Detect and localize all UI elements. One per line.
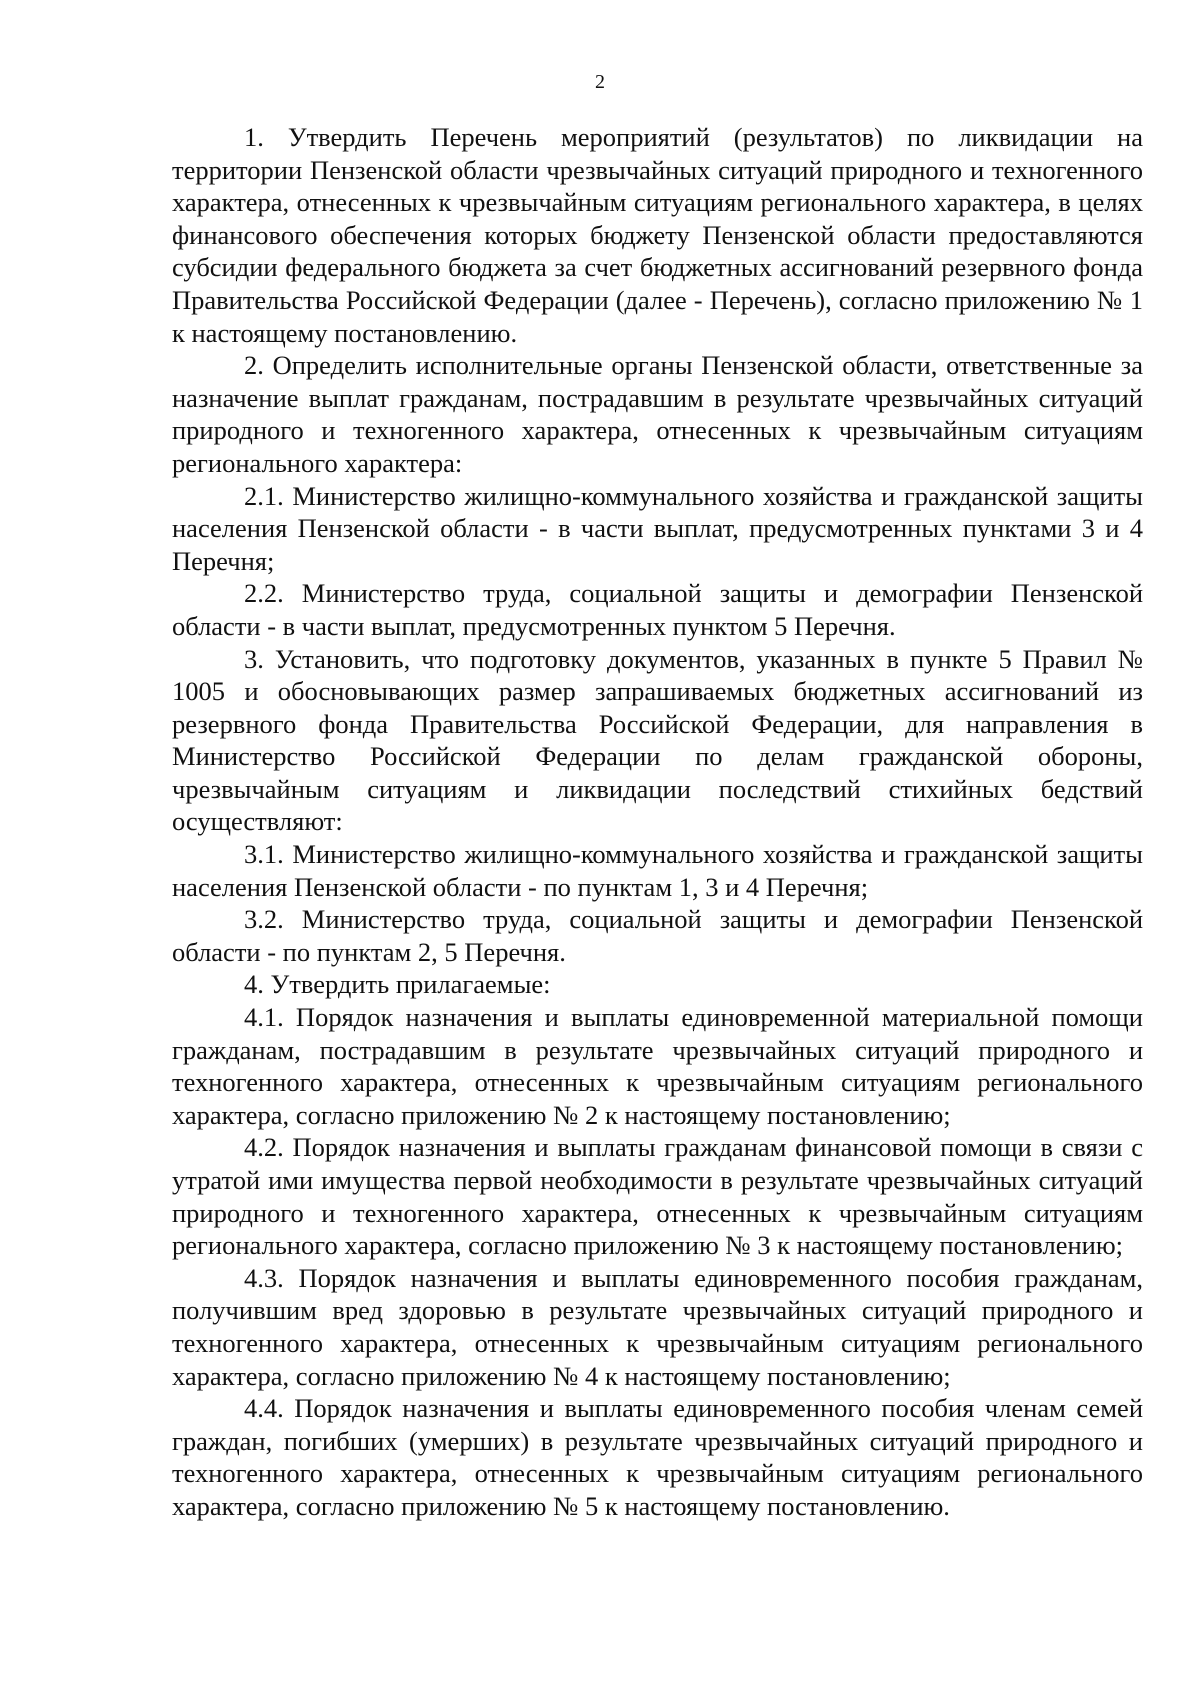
page-number: 2 (595, 71, 605, 93)
paragraph-3: 3. Установить, что подготовку документов, указанных в пункте 5 Правил № 1005 и обосновывающих размер запрашиваемых бюджетных ассигнований из резервного фонда Правительства Российской Федерации, для направления в Министерство Российской Федерации по делам гражданской обороны, чрезвычайным ситуациям и ликвидации последствий стихийных бедствий осуществляют: (172, 643, 1143, 837)
paragraph-3-2: 3.2. Министерство труда, социальной защиты и демографии Пензенской области - по пунктам 2, 5 Перечня. (172, 904, 1143, 967)
paragraph-2-1: 2.1. Министерство жилищно-коммунального хозяйства и гражданской защиты населения Пензенской области - в части выплат, предусмотренных пунктами 3 и 4 Перечня; (172, 480, 1143, 576)
paragraph-2-2: 2.2. Министерство труда, социальной защиты и демографии Пензенской области - в части выплат, предусмотренных пунктом 5 Перечня. (172, 578, 1143, 641)
paragraph-4-2: 4.2. Порядок назначения и выплаты гражданам финансовой помощи в связи с утратой ими имущества первой необходимости в результате чрезвычайных ситуаций природного и техногенного характера, отнесенных к чрезвычайным ситуациям регионального характера, согласно приложению № 3 к настоящему постановлению; (172, 1132, 1143, 1261)
paragraph-4-1: 4.1. Порядок назначения и выплаты единовременной материальной помощи гражданам, пострадавшим в результате чрезвычайных ситуаций природного и техногенного характера, отнесенных к чрезвычайным ситуациям регионального характера, согласно приложению № 2 к настоящему постановлению; (172, 1002, 1143, 1130)
paragraph-4-4: 4.4. Порядок назначения и выплаты единовременного пособия членам семей граждан, погибших (умерших) в результате чрезвычайных ситуаций природного и техногенного характера, отнесенных к чрезвычайным ситуациям регионального характера, согласно приложению № 5 к настоящему постановлению. (172, 1393, 1143, 1521)
document-body (172, 121, 1143, 1523)
paragraph-2: 2. Определить исполнительные органы Пензенской области, ответственные за назначение выплат гражданам, пострадавшим в результате чрезвычайных ситуаций природного и техногенного характера, отнесенных к чрезвычайным ситуациям регионального характера: (172, 350, 1143, 478)
paragraph-4: 4. Утвердить прилагаемые: (244, 969, 551, 1000)
paragraph-1: 1. Утвердить Перечень мероприятий (результатов) по ликвидации на территории Пензенской области чрезвычайных ситуаций природного и техногенного характера, отнесенных к чрезвычайным ситуациям регионального характера, в целях финансового обеспечения которых бюджету Пензенской области предоставляются субсидии федерального бюджета за счет бюджетных ассигнований резервного фонда Правительства Российской Федерации (далее - Перечень), согласно приложению № 1 к настоящему постановлению. (172, 122, 1143, 348)
paragraph-4-3: 4.3. Порядок назначения и выплаты единовременного пособия гражданам, получившим вред здоровью в результате чрезвычайных ситуаций природного и техногенного характера, отнесенных к чрезвычайным ситуациям регионального характера, согласно приложению № 4 к настоящему постановлению; (172, 1262, 1143, 1391)
paragraph-3-1: 3.1. Министерство жилищно-коммунального хозяйства и гражданской защиты населения Пензенской области - по пунктам 1, 3 и 4 Перечня; (172, 839, 1143, 902)
